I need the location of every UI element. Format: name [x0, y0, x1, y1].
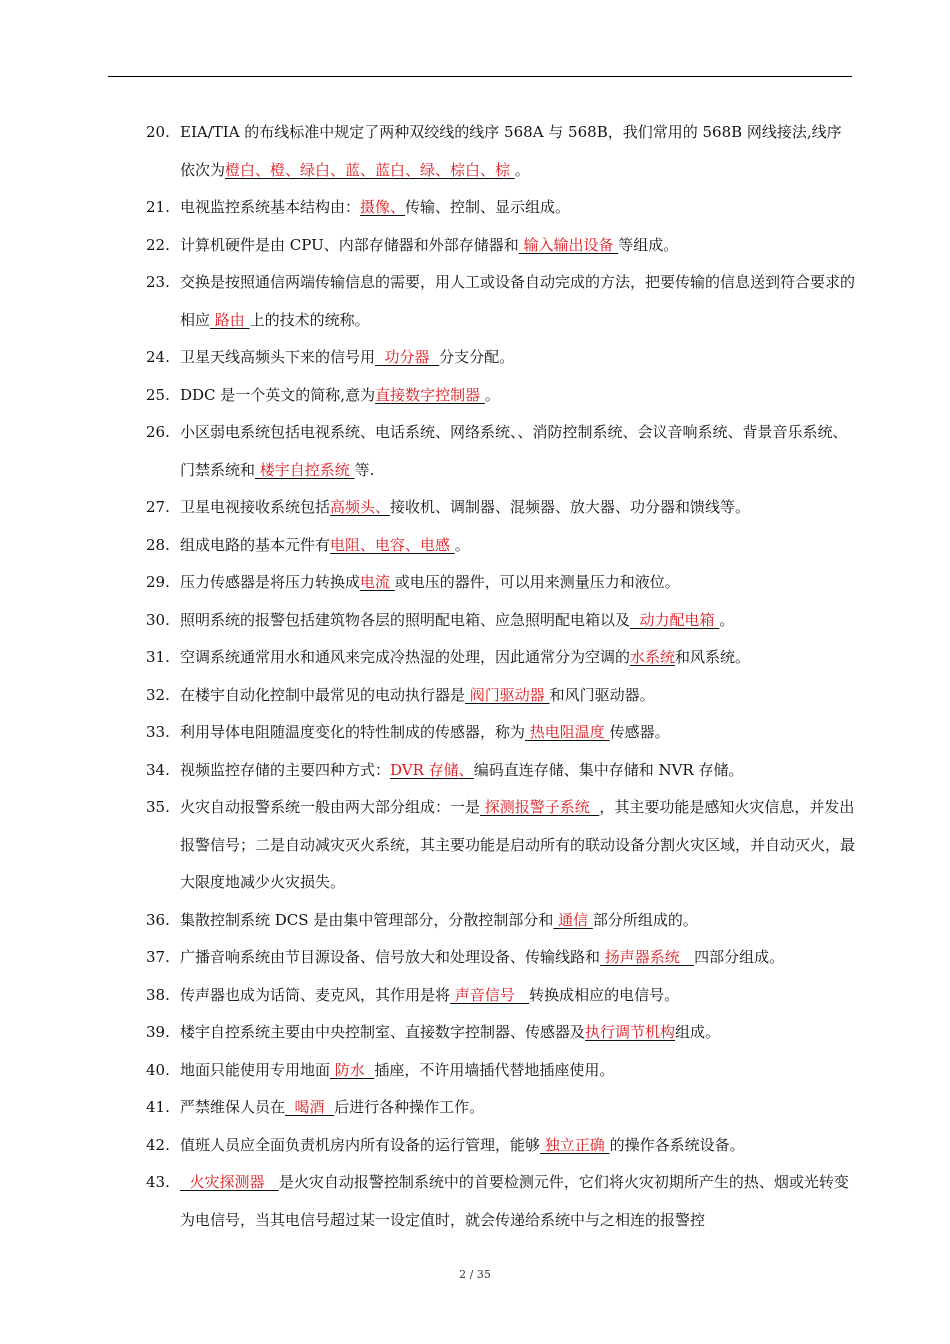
question-fragment: 上的技术的统称。 — [249, 310, 370, 329]
question-fragment: 部分所组成的。 — [592, 910, 698, 929]
question-item — [146, 339, 856, 377]
answer-fill: 水系统 — [630, 648, 676, 666]
question-text — [180, 527, 856, 565]
question-text — [180, 1127, 856, 1165]
question-text — [180, 752, 856, 790]
question-fragment: 值班人员应全面负责机房内所有设备的运行管理，能够 — [180, 1135, 541, 1154]
question-item — [146, 377, 856, 415]
question-number: 33. — [146, 723, 170, 741]
question-fragment: 后进行各种操作工作。 — [334, 1098, 485, 1116]
question-text — [180, 189, 856, 227]
answer-fill: 动力配电箱 — [630, 610, 720, 629]
question-fragment: 是火灾自动报警控制系统中的首要检测元件，它们将火灾初期所产生的热、烟或光转变为电信号，当其电信号超过某一设定值时，就会传递给系统中与之相连的报警控 — [180, 1173, 849, 1229]
question-number: 42. — [146, 1135, 170, 1154]
question-fragment: 利用导体电阻随温度变化的特性制成的传感器，称为 — [180, 723, 526, 741]
question-fragment: 压力传感器是将压力转换成 — [180, 573, 361, 591]
question-item — [146, 789, 856, 902]
answer-fill: 电阻、电容、电感 — [330, 535, 455, 554]
question-item — [146, 189, 856, 227]
question-fragment: 传输、控制、显示组成。 — [405, 198, 571, 216]
question-fragment: 编码直连存储、集中存储和 NVR 存储。 — [473, 760, 744, 779]
question-item — [146, 1127, 856, 1165]
answer-fill: DVR 存储、 — [390, 760, 474, 779]
question-fragment: 交换是按照通信两端传输信息的需要，用人工或设备自动完成的方法，把要传输的信息送到符合要求的相应 — [180, 273, 856, 329]
question-text — [180, 114, 856, 189]
question-number: 28. — [146, 535, 170, 554]
question-item — [146, 939, 856, 977]
question-fragment: 严禁维保人员在 — [180, 1098, 286, 1116]
question-item — [146, 264, 856, 339]
question-number: 39. — [146, 1023, 170, 1041]
question-text — [180, 1164, 856, 1239]
question-item — [146, 564, 856, 602]
question-text — [180, 489, 856, 527]
question-fragment: 集散控制系统 DCS 是由集中管理部分，分散控制部分和 — [180, 910, 554, 929]
answer-fill: 功分器 — [375, 348, 440, 366]
question-item — [146, 714, 856, 752]
question-fragment: 插座，不许用墙插代替地插座使用。 — [374, 1060, 615, 1079]
question-fragment: 视频监控存储的主要四种方式： — [180, 760, 391, 779]
question-fragment: 计算机硬件是由 CPU、内部存储器和外部存储器和 — [180, 235, 519, 254]
question-fragment: 卫星天线高频头下来的信号用 — [180, 348, 376, 366]
question-item — [146, 1164, 856, 1239]
answer-fill: 输入输出设备 — [518, 235, 619, 254]
question-item — [146, 1014, 856, 1052]
question-number: 29. — [146, 573, 170, 591]
answer-fill: 喝酒 — [285, 1098, 335, 1116]
question-fragment: 。 — [484, 385, 500, 404]
question-text — [180, 602, 856, 640]
question-text — [180, 414, 856, 489]
answer-fill: 摄像、 — [360, 198, 406, 216]
question-item — [146, 227, 856, 265]
question-fragment: 和风门驱动器。 — [549, 685, 655, 704]
question-fragment: 转换成相应的电信号。 — [529, 985, 680, 1004]
answer-fill: 路由 — [210, 310, 250, 329]
question-text — [180, 377, 856, 415]
question-fragment: 。 — [514, 160, 530, 179]
question-fragment: 。 — [719, 610, 735, 629]
answer-fill: 热电阻温度 — [525, 723, 610, 741]
answer-fill: 扬声器系统 — [600, 948, 695, 966]
question-number: 26. — [146, 423, 170, 441]
question-fragment: 组成电路的基本元件有 — [180, 535, 331, 554]
question-fragment: 照明系统的报警包括建筑物各层的照明配电箱、应急照明配电箱以及 — [180, 610, 631, 629]
question-fragment: 卫星电视接收系统包括 — [180, 498, 331, 516]
answer-fill: 高频头、 — [330, 498, 391, 516]
question-number: 35. — [146, 798, 170, 816]
question-item — [146, 602, 856, 640]
question-fragment: 分支分配。 — [439, 348, 515, 366]
page-number: 2 / 35 — [459, 1268, 491, 1281]
question-text — [180, 564, 856, 602]
question-number: 41. — [146, 1098, 170, 1116]
question-fragment: 。 — [454, 535, 470, 554]
question-number: 30. — [146, 610, 170, 629]
question-text — [180, 977, 856, 1015]
question-number: 34. — [146, 760, 170, 779]
question-number: 25. — [146, 385, 170, 404]
question-fragment: 四部分组成。 — [694, 948, 785, 966]
question-fragment: 火灾自动报警系统一般由两大部分组成：一是 — [180, 798, 481, 816]
question-number: 32. — [146, 685, 170, 704]
question-fragment: 在楼宇自动化控制中最常见的电动执行器是 — [180, 685, 466, 704]
question-item — [146, 752, 856, 790]
question-number: 36. — [146, 910, 170, 929]
question-text — [180, 227, 856, 265]
question-fragment: 小区弱电系统包括电视系统、电话系统、网络系统、、消防控制系统、会议音响系统、背景音乐系统、门禁系统和 — [180, 423, 848, 479]
question-text — [180, 902, 856, 940]
question-number: 22. — [146, 235, 170, 254]
question-number: 20. — [146, 123, 170, 141]
question-fragment: EIA/TIA 的布线标准中规定了两种双绞线的线序 568A 与 568B，我们常用的 568B 网线接法,线序依次为 — [180, 123, 842, 179]
question-fragment: 或电压的器件，可以用来测量压力和液位。 — [394, 573, 680, 591]
question-fragment: 组成。 — [675, 1023, 721, 1041]
question-number: 38. — [146, 985, 170, 1004]
question-item — [146, 1089, 856, 1127]
question-fragment: 等组成。 — [618, 235, 679, 254]
answer-fill: 独立正确 — [540, 1135, 610, 1154]
question-item — [146, 414, 856, 489]
answer-fill: 橙白、橙、绿白、蓝、蓝白、绿、棕白、棕 — [225, 160, 515, 179]
question-text — [180, 1014, 856, 1052]
question-text — [180, 339, 856, 377]
question-item — [146, 489, 856, 527]
question-text — [180, 939, 856, 977]
question-fragment: ，其主要功能是感知火灾信息，并发出报警信号；二是自动减灾灭火系统，其主要功能是启动所有的联动设备分割火灾区域，并自动灭火，最大限度地减少火灾损失。 — [180, 798, 856, 891]
question-item — [146, 114, 856, 189]
question-fragment: 地面只能使用专用地面 — [180, 1060, 331, 1079]
question-number: 43. — [146, 1173, 170, 1191]
answer-fill: 火灾探测器 — [180, 1173, 279, 1191]
question-number: 23. — [146, 273, 170, 291]
question-number: 31. — [146, 648, 170, 666]
question-list — [146, 114, 856, 1239]
question-number: 21. — [146, 198, 170, 216]
question-text — [180, 639, 856, 677]
question-fragment: 广播音响系统由节目源设备、信号放大和处理设备、传输线路和 — [180, 948, 601, 966]
question-fragment: 等. — [354, 460, 375, 479]
question-item — [146, 639, 856, 677]
answer-fill: 探测报警子系统 — [480, 798, 600, 816]
answer-fill: 执行调节机构 — [585, 1023, 676, 1041]
answer-fill: 直接数字控制器 — [375, 385, 485, 404]
question-text — [180, 677, 856, 715]
question-number: 40. — [146, 1060, 170, 1079]
question-fragment: 和风系统。 — [675, 648, 751, 666]
answer-fill: 电流 — [360, 573, 395, 591]
question-number: 24. — [146, 348, 170, 366]
question-text — [180, 264, 856, 339]
question-fragment: 空调系统通常用水和通风来完成冷热湿的处理，因此通常分为空调的 — [180, 648, 631, 666]
answer-fill: 楼宇自控系统 — [255, 460, 355, 479]
question-text — [180, 1052, 856, 1090]
answer-fill: 声音信号 — [450, 985, 530, 1004]
question-item — [146, 677, 856, 715]
question-number: 27. — [146, 498, 170, 516]
question-fragment: 的操作各系统设备。 — [609, 1135, 745, 1154]
header-rule — [108, 76, 852, 77]
question-fragment: 传声器也成为话筒、麦克风，其作用是将 — [180, 985, 451, 1004]
question-number: 37. — [146, 948, 170, 966]
answer-fill: 防水 — [330, 1060, 375, 1079]
question-item — [146, 902, 856, 940]
question-item — [146, 1052, 856, 1090]
question-fragment: 接收机、调制器、混频器、放大器、功分器和馈线等。 — [390, 498, 751, 516]
question-item — [146, 527, 856, 565]
question-text — [180, 789, 856, 902]
question-text — [180, 714, 856, 752]
question-item — [146, 977, 856, 1015]
question-fragment: 楼宇自控系统主要由中央控制室、直接数字控制器、传感器及 — [180, 1023, 586, 1041]
question-fragment: 电视监控系统基本结构由： — [180, 198, 361, 216]
answer-fill: 通信 — [553, 910, 593, 929]
question-fragment: 传感器。 — [609, 723, 670, 741]
question-text — [180, 1089, 856, 1127]
question-fragment: DDC 是一个英文的简称,意为 — [180, 385, 376, 404]
answer-fill: 阀门驱动器 — [465, 685, 550, 704]
